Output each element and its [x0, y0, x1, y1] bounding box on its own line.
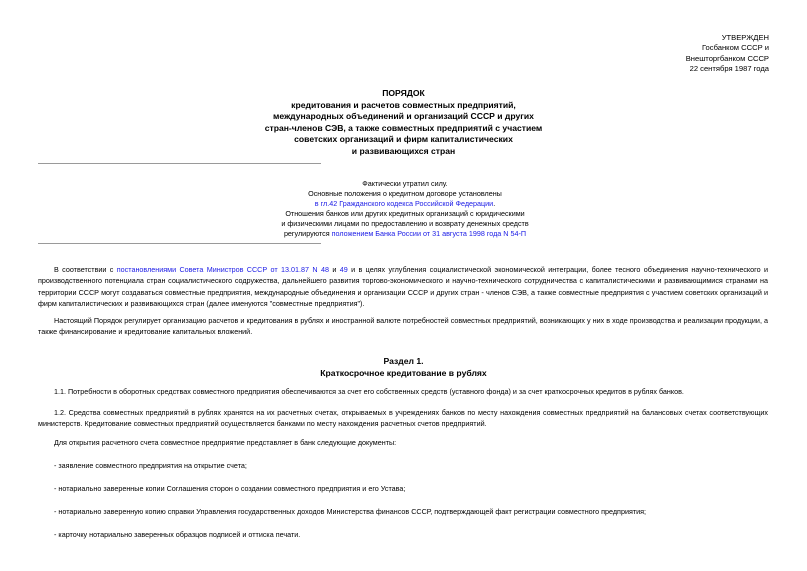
title-line: ПОРЯДОК [382, 88, 425, 98]
note-bottom-divider [38, 243, 321, 244]
list-item: - карточку нотариально заверенных образцов подписей и оттиска печати. [54, 530, 301, 539]
document-title [150, 88, 657, 158]
note-line: Фактически утратил силу. [362, 179, 448, 188]
note-line: Основные положения о кредитном договоре установлены [308, 189, 502, 198]
clause-1-2: 1.2. Средства совместных предприятий в рублях хранятся на их расчетных счетах, открываемых в учреждениях банков по месту нахождения совместных предприятий на балансовых счетах соответствующих министерств. Кредитование совместных предприятий осуществляется банками по месту нахождения расчетных счетов предприятий. [38, 408, 768, 429]
section-subtitle: Краткосрочное кредитование в рублях [320, 367, 487, 378]
note-top-divider [38, 163, 321, 164]
status-note [240, 179, 570, 239]
decree-48-link[interactable]: постановлениями Совета Министров СССР от 13.01.87 N 48 [116, 265, 329, 274]
title-line: советских организаций и фирм капиталистических [294, 134, 513, 145]
decree-49-link[interactable]: 49 [339, 265, 348, 274]
note-line: в гл.42 Гражданского кодекса Российской Федерации. [314, 199, 496, 208]
section-heading [150, 356, 657, 379]
section-number: Раздел 1. [383, 356, 424, 366]
list-item: - нотариально заверенные копии Соглашения сторон о создании совместного предприятия и его Устава; [54, 484, 406, 493]
list-item: - заявление совместного предприятия на открытие счета; [54, 461, 247, 470]
approval-line: Внешторгбанком СССР [685, 53, 769, 63]
approval-line: Госбанком СССР и [701, 43, 769, 53]
list-item: - нотариально заверенную копию справки Управления государственных доходов Министерства финансов СССР, подтверждающей факт регистрации совместного предприятия; [54, 507, 647, 516]
clause-1-1: 1.1. Потребности в оборотных средствах совместного предприятия обеспечиваются за счет его собственных средств (уставного фонда) и за счет краткосрочных кредитов в рублях банков. [54, 387, 684, 396]
title-line: стран-членов СЭВ, а также совместных предприятий с участием [264, 122, 543, 133]
approval-line: УТВЕРЖДЕН [721, 33, 769, 42]
approval-stamp [609, 33, 769, 74]
title-line: кредитования и расчетов совместных предприятий, [291, 99, 516, 110]
bank-regulation-link[interactable]: положением Банка России от 31 августа 1998 года N 54-П [331, 229, 527, 238]
title-line: и развивающихся стран [351, 145, 456, 156]
note-line: регулируются положением Банка России от 31 августа 1998 года N 54-П [283, 229, 527, 238]
civil-code-link[interactable]: в гл.42 Гражданского кодекса Российской Федерации [314, 199, 494, 208]
approval-date: 22 сентября 1987 года [689, 63, 769, 73]
note-line: Отношения банков или других кредитных организаций с юридическими [285, 209, 525, 218]
scope-paragraph: Настоящий Порядок регулирует организацию расчетов и кредитования в рублях и иностранной валюте потребностей совместных предприятий, возникающих у них в ходе производства и реализации продукции, а также финансирование и кредитование капитальных вложений. [38, 316, 768, 337]
note-line: и физическими лицами по предоставлению и возврату денежных средств [281, 219, 529, 228]
title-line: международных объединений и организаций СССР и других [273, 111, 534, 122]
documents-intro: Для открытия расчетного счета совместное предприятие представляет в банк следующие документы: [54, 438, 397, 447]
intro-paragraph: В соответствии с постановлениями Совета Министров СССР от 13.01.87 N 48 и 49 и в целях углубления социалистической экономической интеграции, более тесного объединения научно-технического и производственного потенциала стран социалистического содружества, дальнейшего развития торгово-экономического и научно-технического сотрудничества с капиталистическими и развивающимися странами на территории СССР могут создаваться совместные предприятия, международные объединения и организации СССР и других стран - членов СЭВ, а также совместные предприятия с участием советских организаций и фирм капиталистических и развивающихся стран (далее именуются "совместные предприятия"). [38, 265, 768, 308]
